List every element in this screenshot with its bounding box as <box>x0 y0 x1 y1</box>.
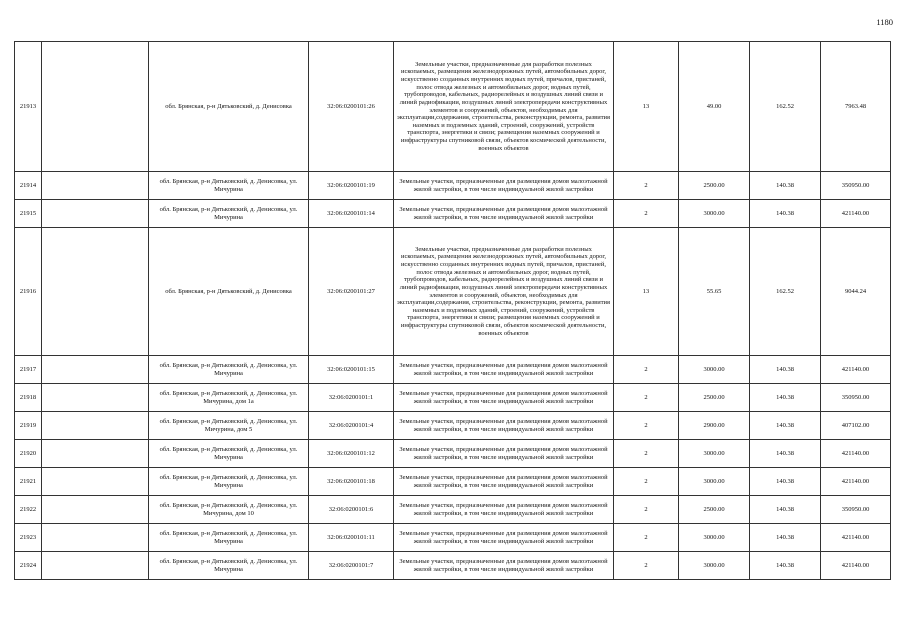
area-cell: 55.65 <box>679 228 750 356</box>
address-cell: обл. Брянская, р-н Дятьковский, д. Денисовка, ул. Мичурина <box>149 172 309 200</box>
cadastral-number-cell: 32:06:0200101:19 <box>309 172 394 200</box>
value-cell: 421140.00 <box>821 200 891 228</box>
price-cell: 140.38 <box>750 172 821 200</box>
category-cell: 2 <box>614 468 679 496</box>
cadastral-number-cell: 32:06:0200101:12 <box>309 440 394 468</box>
address-cell: обл. Брянская, р-н Дятьковский, д. Денисовка, ул. Мичурина <box>149 468 309 496</box>
empty-cell <box>42 496 149 524</box>
cadastral-number-cell: 32:06:0200101:27 <box>309 228 394 356</box>
table-row <box>15 468 891 496</box>
empty-cell <box>42 412 149 440</box>
empty-cell <box>42 552 149 580</box>
empty-cell <box>42 524 149 552</box>
purpose-cell: Земельные участки, предназначенные для размещения домов малоэтажной жилой застройки, в том числе индивидуальной жилой застройки <box>394 200 614 228</box>
purpose-cell: Земельные участки, предназначенные для размещения домов малоэтажной жилой застройки, в том числе индивидуальной жилой застройки <box>394 552 614 580</box>
table-row <box>15 172 891 200</box>
price-cell: 140.38 <box>750 440 821 468</box>
empty-cell <box>42 228 149 356</box>
address-cell: обл. Брянская, р-н Дятьковский, д. Денисовка, ул. Мичурина, дом 5 <box>149 412 309 440</box>
category-cell: 13 <box>614 228 679 356</box>
price-cell: 140.38 <box>750 468 821 496</box>
value-cell: 350950.00 <box>821 172 891 200</box>
price-cell: 140.38 <box>750 552 821 580</box>
value-cell: 9044.24 <box>821 228 891 356</box>
table-row <box>15 412 891 440</box>
category-cell: 2 <box>614 496 679 524</box>
address-cell: обл. Брянская, р-н Дятьковский, д. Денисовка, ул. Мичурина, дом 1а <box>149 384 309 412</box>
price-cell: 162.52 <box>750 228 821 356</box>
cadastral-number-cell: 32:06:0200101:4 <box>309 412 394 440</box>
table-row <box>15 496 891 524</box>
empty-cell <box>42 384 149 412</box>
purpose-cell: Земельные участки, предназначенные для размещения домов малоэтажной жилой застройки, в том числе индивидуальной жилой застройки <box>394 440 614 468</box>
value-cell: 421140.00 <box>821 552 891 580</box>
purpose-cell: Земельные участки, предназначенные для размещения домов малоэтажной жилой застройки, в том числе индивидуальной жилой застройки <box>394 496 614 524</box>
area-cell: 3000.00 <box>679 356 750 384</box>
row-number: 21913 <box>15 42 42 172</box>
category-cell: 2 <box>614 552 679 580</box>
category-cell: 2 <box>614 356 679 384</box>
purpose-cell: Земельные участки, предназначенные для размещения домов малоэтажной жилой застройки, в том числе индивидуальной жилой застройки <box>394 384 614 412</box>
address-cell: обл. Брянская, р-н Дятьковский, д. Денисовка, ул. Мичурина <box>149 200 309 228</box>
category-cell: 2 <box>614 440 679 468</box>
empty-cell <box>42 356 149 384</box>
table-row <box>15 356 891 384</box>
purpose-cell: Земельные участки, предназначенные для разработки полезных ископаемых, размещения железнодорожных путей, автомобильных дорог, искусственно созданных внутренних водных путей, причалов, пристаней, полос отвода железных и автомобильных дорог, водных путей, трубопроводов, кабельных, радиорелейных и воздушных линий связи и линий радиофикации, воздушных линий электропередачи конструктивных элементов и сооружений, объектов, необходимых для эксплуатации,содержания, строительства, реконструкции, ремонта, развития наземных и подземных зданий, строений, сооружений, устройств транспорта, энергетики и связи; размещения наземных сооружений и инфраструктуры спутниковой связи, объектов космической деятельности, военных объектов <box>394 228 614 356</box>
empty-cell <box>42 42 149 172</box>
address-cell: обл. Брянская, р-н Дятьковский, д. Денисовка, ул. Мичурина <box>149 440 309 468</box>
area-cell: 2500.00 <box>679 384 750 412</box>
category-cell: 2 <box>614 412 679 440</box>
table-row <box>15 440 891 468</box>
purpose-cell: Земельные участки, предназначенные для размещения домов малоэтажной жилой застройки, в том числе индивидуальной жилой застройки <box>394 356 614 384</box>
address-cell: обл. Брянская, р-н Дятьковский, д. Денисовка, ул. Мичурина <box>149 552 309 580</box>
category-cell: 2 <box>614 384 679 412</box>
area-cell: 3000.00 <box>679 200 750 228</box>
empty-cell <box>42 172 149 200</box>
value-cell: 421140.00 <box>821 524 891 552</box>
table-row <box>15 384 891 412</box>
page-number: 1180 <box>876 17 893 27</box>
area-cell: 3000.00 <box>679 468 750 496</box>
area-cell: 3000.00 <box>679 524 750 552</box>
address-cell: обл. Брянская, р-н Дятьковский, д. Денисовка <box>149 228 309 356</box>
row-number: 21924 <box>15 552 42 580</box>
cadastral-number-cell: 32:06:0200101:11 <box>309 524 394 552</box>
row-number: 21920 <box>15 440 42 468</box>
cadastral-number-cell: 32:06:0200101:6 <box>309 496 394 524</box>
row-number: 21923 <box>15 524 42 552</box>
area-cell: 2500.00 <box>679 172 750 200</box>
land-registry-table <box>14 41 891 580</box>
area-cell: 49.00 <box>679 42 750 172</box>
cadastral-number-cell: 32:06:0200101:26 <box>309 42 394 172</box>
table-row <box>15 552 891 580</box>
purpose-cell: Земельные участки, предназначенные для размещения домов малоэтажной жилой застройки, в том числе индивидуальной жилой застройки <box>394 412 614 440</box>
row-number: 21915 <box>15 200 42 228</box>
category-cell: 2 <box>614 200 679 228</box>
price-cell: 140.38 <box>750 356 821 384</box>
price-cell: 162.52 <box>750 42 821 172</box>
value-cell: 421140.00 <box>821 468 891 496</box>
price-cell: 140.38 <box>750 412 821 440</box>
category-cell: 13 <box>614 42 679 172</box>
purpose-cell: Земельные участки, предназначенные для размещения домов малоэтажной жилой застройки, в том числе индивидуальной жилой застройки <box>394 172 614 200</box>
address-cell: обл. Брянская, р-н Дятьковский, д. Денисовка, ул. Мичурина <box>149 356 309 384</box>
cadastral-number-cell: 32:06:0200101:14 <box>309 200 394 228</box>
empty-cell <box>42 200 149 228</box>
area-cell: 3000.00 <box>679 440 750 468</box>
price-cell: 140.38 <box>750 524 821 552</box>
row-number: 21917 <box>15 356 42 384</box>
purpose-cell: Земельные участки, предназначенные для размещения домов малоэтажной жилой застройки, в том числе индивидуальной жилой застройки <box>394 524 614 552</box>
price-cell: 140.38 <box>750 496 821 524</box>
value-cell: 421140.00 <box>821 356 891 384</box>
address-cell: обл. Брянская, р-н Дятьковский, д. Денисовка <box>149 42 309 172</box>
empty-cell <box>42 468 149 496</box>
row-number: 21922 <box>15 496 42 524</box>
row-number: 21914 <box>15 172 42 200</box>
cadastral-number-cell: 32:06:0200101:18 <box>309 468 394 496</box>
address-cell: обл. Брянская, р-н Дятьковский, д. Денисовка, ул. Мичурина, дом 10 <box>149 496 309 524</box>
value-cell: 350950.00 <box>821 496 891 524</box>
value-cell: 421140.00 <box>821 440 891 468</box>
area-cell: 3000.00 <box>679 552 750 580</box>
price-cell: 140.38 <box>750 384 821 412</box>
value-cell: 350950.00 <box>821 384 891 412</box>
row-number: 21919 <box>15 412 42 440</box>
table-row <box>15 42 891 172</box>
value-cell: 7963.48 <box>821 42 891 172</box>
row-number: 21916 <box>15 228 42 356</box>
cadastral-number-cell: 32:06:0200101:1 <box>309 384 394 412</box>
purpose-cell: Земельные участки, предназначенные для разработки полезных ископаемых, размещения железнодорожных путей, автомобильных дорог, искусственно созданных внутренних водных путей, причалов, пристаней, полос отвода железных и автомобильных дорог, водных путей, трубопроводов, кабельных, радиорелейных и воздушных линий связи и линий радиофикации, воздушных линий электропередачи конструктивных элементов и сооружений, объектов, необходимых для эксплуатации,содержания, строительства, реконструкции, ремонта, развития наземных и подземных зданий, строений, сооружений, устройств транспорта, энергетики и связи; размещения наземных сооружений и инфраструктуры спутниковой связи, объектов космической деятельности, военных объектов <box>394 42 614 172</box>
category-cell: 2 <box>614 172 679 200</box>
row-number: 21918 <box>15 384 42 412</box>
table-row <box>15 524 891 552</box>
purpose-cell: Земельные участки, предназначенные для размещения домов малоэтажной жилой застройки, в том числе индивидуальной жилой застройки <box>394 468 614 496</box>
cadastral-number-cell: 32:06:0200101:15 <box>309 356 394 384</box>
area-cell: 2900.00 <box>679 412 750 440</box>
cadastral-number-cell: 32:06:0200101:7 <box>309 552 394 580</box>
area-cell: 2500.00 <box>679 496 750 524</box>
row-number: 21921 <box>15 468 42 496</box>
table-row <box>15 228 891 356</box>
address-cell: обл. Брянская, р-н Дятьковский, д. Денисовка, ул. Мичурина <box>149 524 309 552</box>
table-row <box>15 200 891 228</box>
value-cell: 407102.00 <box>821 412 891 440</box>
empty-cell <box>42 440 149 468</box>
category-cell: 2 <box>614 524 679 552</box>
price-cell: 140.38 <box>750 200 821 228</box>
